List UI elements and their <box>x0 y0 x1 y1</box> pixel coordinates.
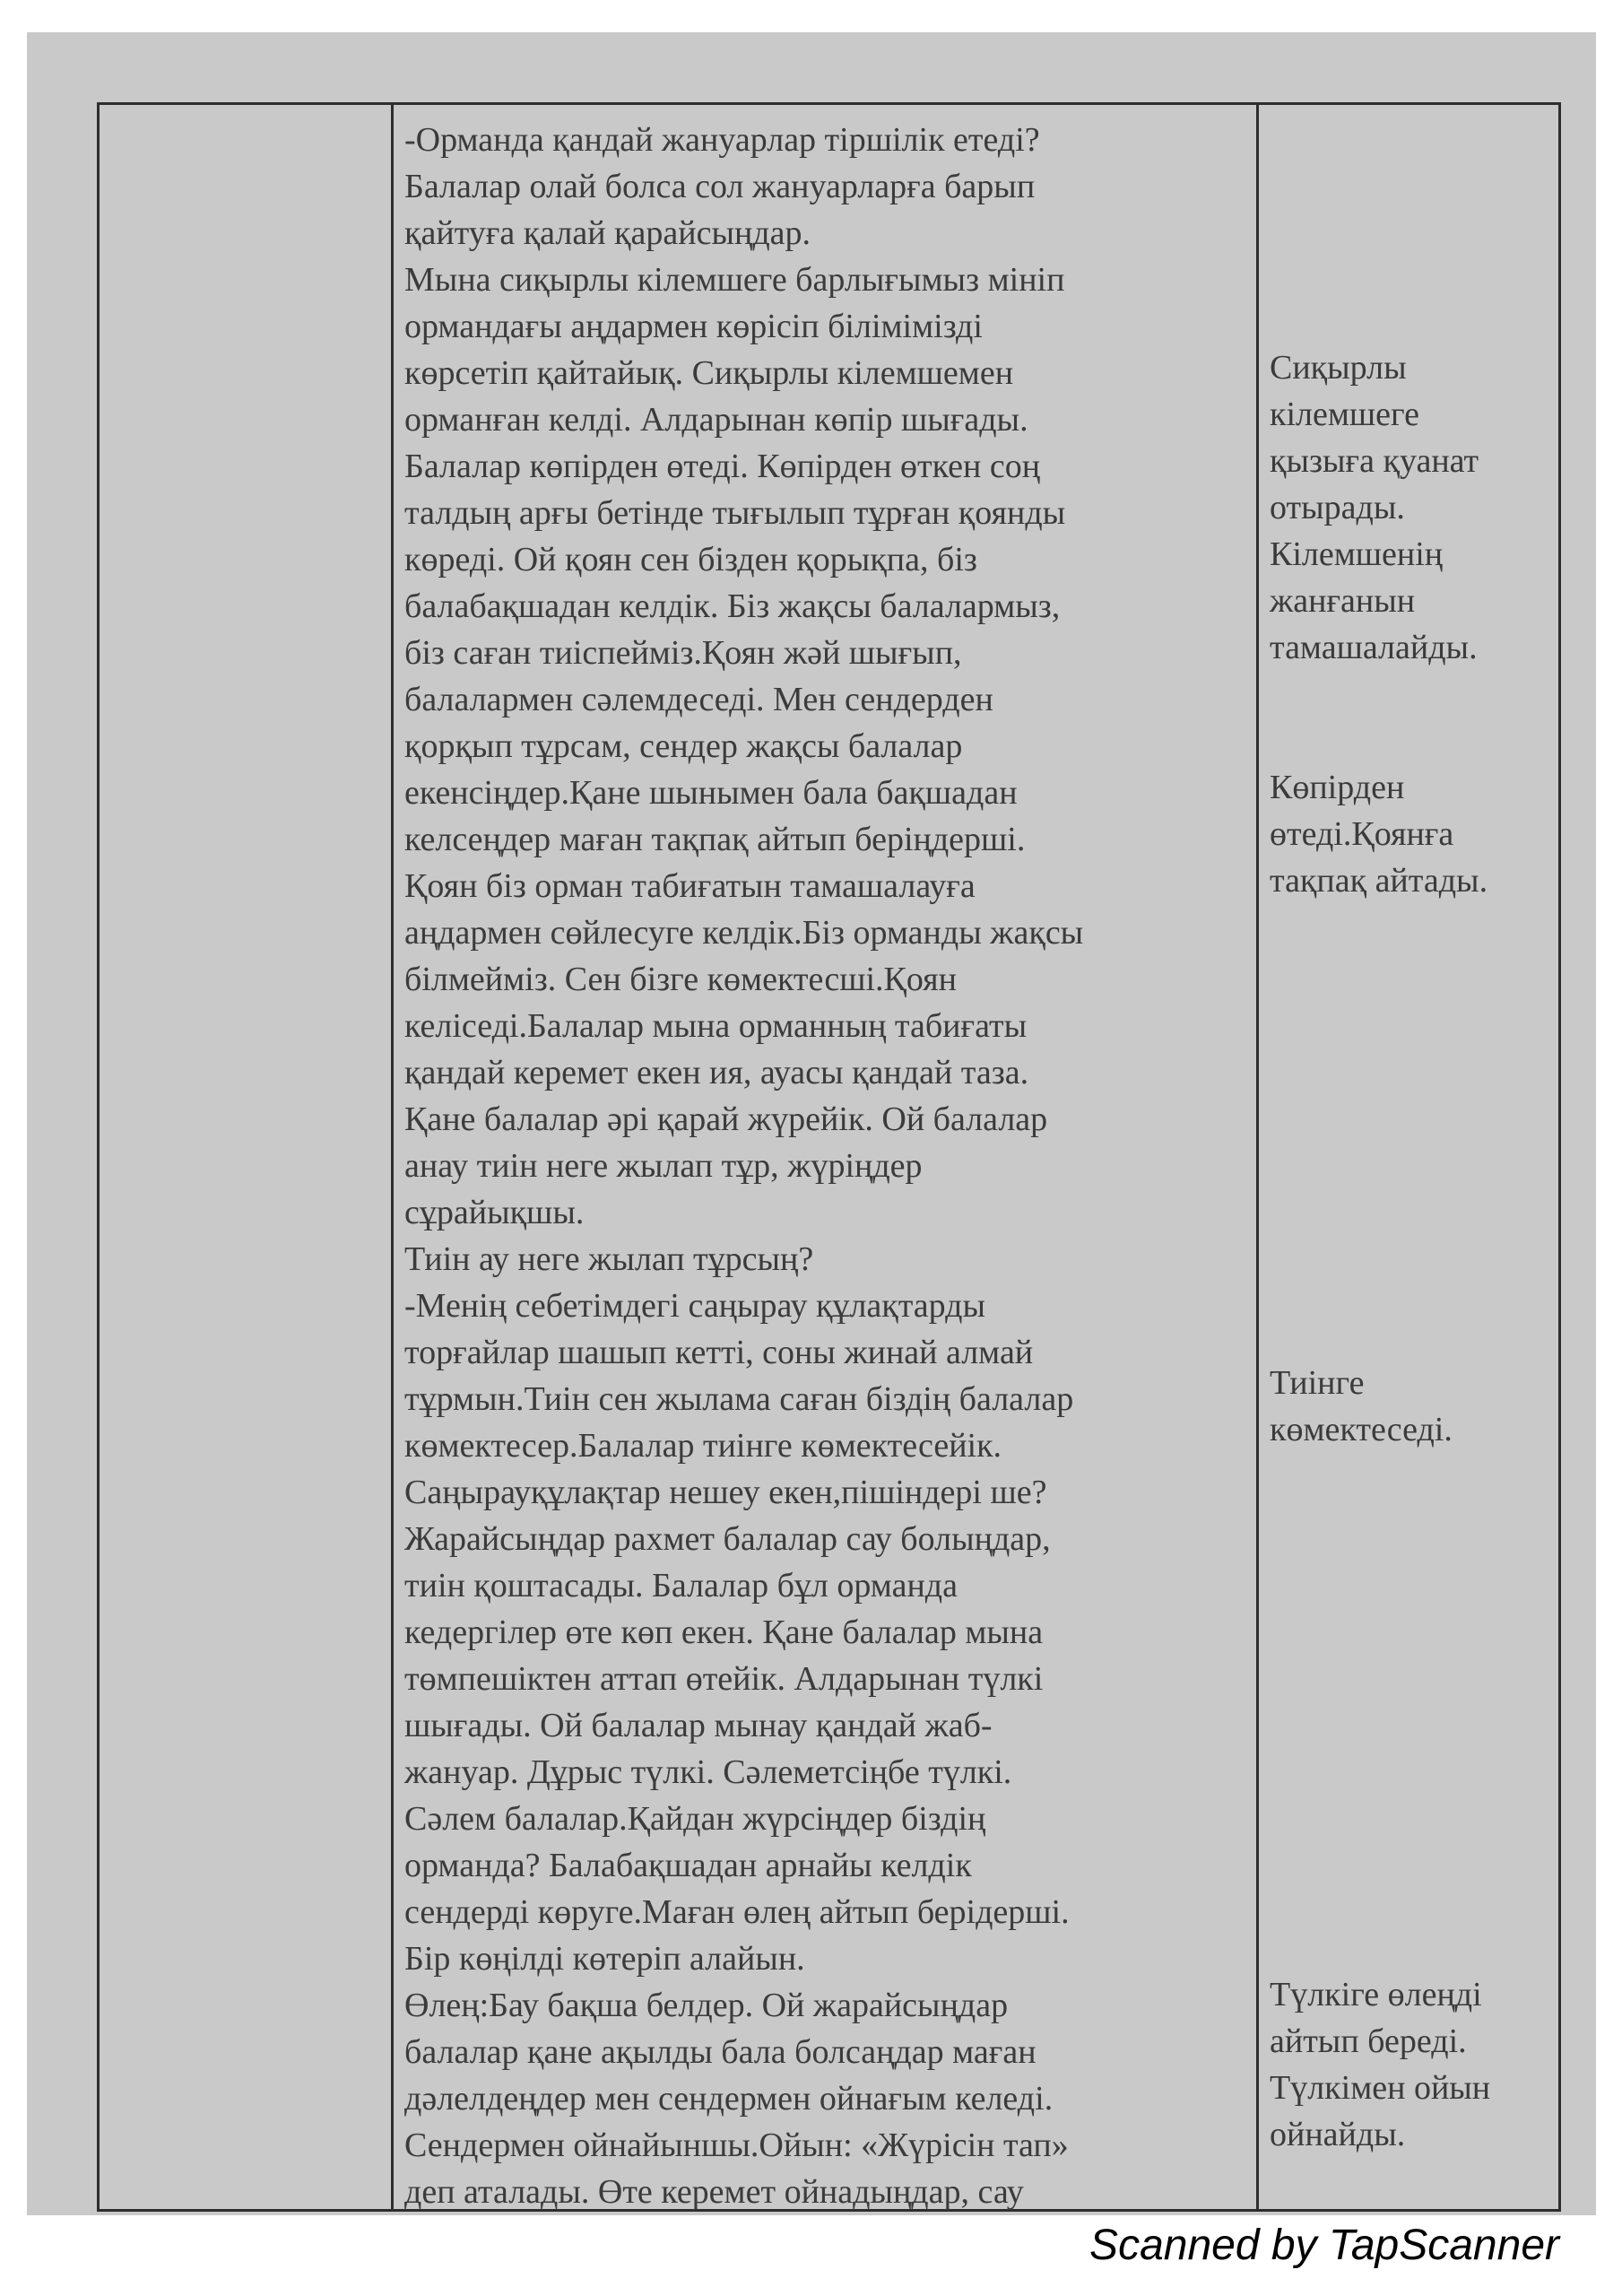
side-note-line: Түлкіге өлеңді <box>1270 1976 1482 2013</box>
activity-text-line: төмпешіктен аттап өтейік. Алдарынан түлкі <box>404 1660 1044 1698</box>
table-column-children-activity <box>1259 105 1558 2209</box>
activity-text-line: -Орманда қандай жануарлар тіршілік етеді? <box>404 121 1040 159</box>
activity-text-line: балалар қане ақылды бала болсаңдар маған <box>404 2033 1037 2071</box>
side-note-line: айтып береді. <box>1270 2022 1467 2060</box>
side-note-line: Көпірден <box>1270 769 1405 806</box>
lesson-table <box>97 102 1561 2212</box>
activity-text-line: балабақшадан келдік. Біз жақсы балалармыз, <box>404 587 1061 625</box>
table-column-activity <box>394 105 1259 2209</box>
side-note-line: ойнайды. <box>1270 2116 1406 2153</box>
activity-text-line: орманған келді. Алдарынан көпір шығады. <box>404 401 1028 439</box>
table-column-empty <box>100 105 394 2209</box>
activity-text-line: Сәлем балалар.Қайдан жүрсіңдер біздің <box>404 1800 986 1838</box>
activity-text-line: қайтуға қалай қарайсыңдар. <box>404 214 811 252</box>
activity-text-line: Қане балалар әрі қарай жүрейік. Ой балалар <box>404 1100 1048 1138</box>
activity-text-line: кедергілер өте көп екен. Қане балалар мына <box>404 1613 1044 1651</box>
activity-text-line: келіседі.Балалар мына орманның табиғаты <box>404 1007 1028 1045</box>
activity-text-line: тиін қоштасады. Балалар бұл орманда <box>404 1567 958 1605</box>
activity-text-line: көрсетіп қайтайық. Сиқырлы кілемшемен <box>404 354 1014 392</box>
activity-text-line: балалармен сәлемдеседі. Мен сендерден <box>404 681 993 718</box>
activity-text-line: қандай керемет екен ия, ауасы қандай таза. <box>404 1054 1029 1091</box>
activity-text-line: келсеңдер маған тақпақ айтып беріңдерші. <box>404 821 1026 858</box>
activity-text-line: орманда? Балабақшадан арнайы келдік <box>404 1847 972 1884</box>
activity-text-line: Қоян біз орман табиғатын тамашалауға <box>404 867 976 905</box>
activity-text-line: дәлелдеңдер мен сендермен ойнағым келеді. <box>404 2080 1054 2118</box>
activity-text-line: қорқып тұрсам, сендер жақсы балалар <box>404 727 963 765</box>
side-note-line: Сиқырлы <box>1270 349 1407 387</box>
activity-text-line: Жарайсыңдар рахмет балалар сау болыңдар, <box>404 1520 1051 1558</box>
activity-text-line: біз саған тиіспейміз.Қоян жәй шығып, <box>404 634 962 672</box>
scanner-watermark: Scanned by TapScanner <box>1089 2222 1559 2269</box>
activity-text-line: Бір көңілді көтеріп алайын. <box>404 1940 805 1978</box>
side-note-line: отырады. <box>1270 489 1405 526</box>
activity-text-line: екенсіңдер.Қане шынымен бала бақшадан <box>404 774 1018 812</box>
activity-text-line: шығады. Ой балалар мынау қандай жаб- <box>404 1707 993 1744</box>
activity-text-line: Балалар көпірден өтеді. Көпірден өткен соң <box>404 448 1041 485</box>
activity-text-line: торғайлар шашып кетті, соны жинай алмай <box>404 1334 1034 1371</box>
activity-text-line: анау тиін неге жылап тұр, жүріңдер <box>404 1147 923 1185</box>
activity-text-line: ормандағы аңдармен көрісіп білімімізді <box>404 308 983 345</box>
side-note-line: өтеді.Қоянға <box>1270 815 1454 853</box>
activity-text-line: Өлең:Бау бақша белдер. Ой жарайсыңдар <box>404 1987 1009 2024</box>
side-note-line: кілемшеге <box>1270 396 1419 433</box>
side-note-line: Түлкімен ойын <box>1270 2069 1491 2107</box>
activity-text-line: сұрайықшы. <box>404 1194 585 1231</box>
activity-text-line: сендерді көруге.Маған өлең айтып берідерші. <box>404 1893 1070 1931</box>
activity-text-line: деп аталады. Өте керемет ойнадыңдар, сау <box>404 2173 1024 2211</box>
activity-text-line: Тиін ау неге жылап тұрсың? <box>404 1240 814 1278</box>
side-note-line: көмектеседі. <box>1270 1411 1453 1448</box>
activity-text-line: көреді. Ой қоян сен бізден қорықпа, біз <box>404 541 977 578</box>
activity-text-line: Балалар олай болса сол жануарларға барып <box>404 168 1036 205</box>
scanned-page <box>27 32 1596 2215</box>
activity-text-line: білмейміз. Сен бізге көмектесші.Қоян <box>404 961 957 998</box>
activity-text-line: Сендермен ойнайыншы.Ойын: «Жүрісін тап» <box>404 2126 1069 2164</box>
activity-text-line: талдың арғы бетінде тығылып тұрған қоянды <box>404 494 1066 532</box>
side-note-line: қызыға қуанат <box>1270 442 1479 480</box>
side-note-line: тамашалайды. <box>1270 629 1478 666</box>
activity-text-line: тұрмын.Тиін сен жылама саған біздің балалар <box>404 1380 1074 1418</box>
activity-text-line: -Менің себетімдегі саңырау құлақтарды <box>404 1287 986 1325</box>
side-note-line: Кілемшенің <box>1270 535 1444 573</box>
activity-text-line: аңдармен сөйлесуге келдік.Біз орманды жақсы <box>404 914 1084 952</box>
activity-text-line: Мына сиқырлы кілемшеге барлығымыз мініп <box>404 261 1065 299</box>
side-note-line: тақпақ айтады. <box>1270 862 1488 900</box>
activity-text-line: жануар. Дұрыс түлкі. Сәлеметсіңбе түлкі. <box>404 1753 1012 1791</box>
activity-text-line: көмектесер.Балалар тиінге көмектесейік. <box>404 1427 1002 1465</box>
side-note-line: Тиінге <box>1270 1364 1365 1402</box>
side-note-line: жанғанын <box>1270 582 1416 620</box>
activity-text-line: Саңырауқұлақтар нешеу екен,пішіндері ше? <box>404 1474 1047 1511</box>
